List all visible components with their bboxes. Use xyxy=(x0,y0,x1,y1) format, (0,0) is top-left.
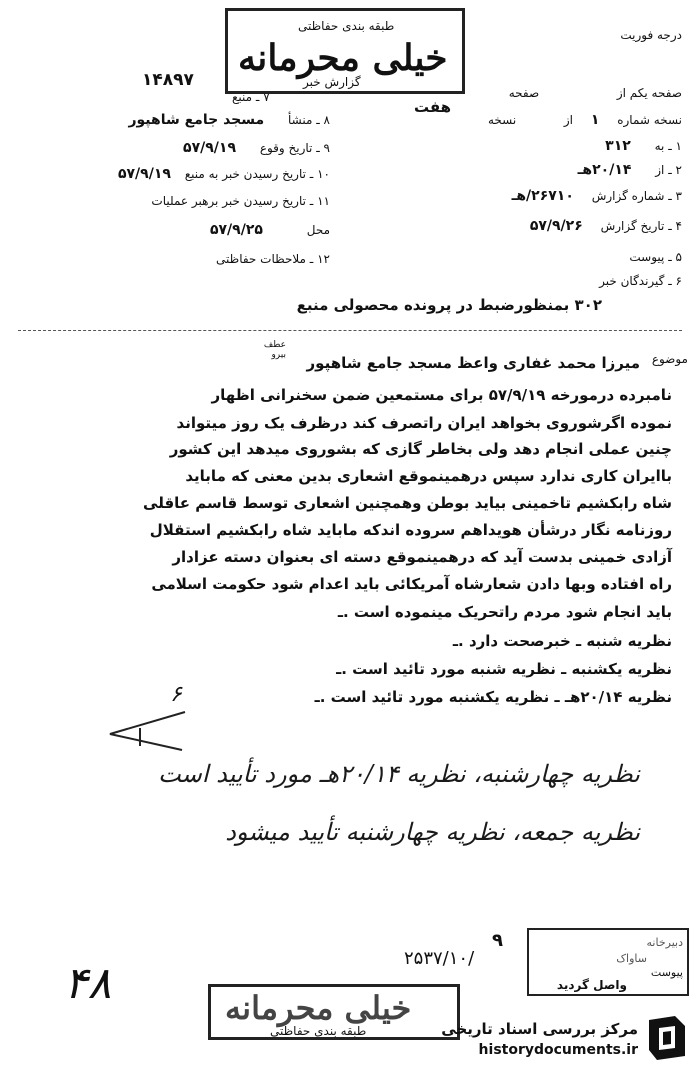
origin-field xyxy=(30,112,330,128)
archive-logo-icon xyxy=(645,1012,689,1062)
operations-received-field: ۱۱ ـ تاریخ رسیدن خبر برهبر عملیات xyxy=(151,194,330,208)
subject-side-note: عطف بیرو xyxy=(263,340,286,360)
watermark-title: مرکز بررسی اسناد تاریخی xyxy=(441,1020,638,1038)
from-label: ۲ ـ از xyxy=(655,163,682,177)
body-line-7: آزادی خمینی بدست آید که درهمینموقع دسته ای بعنوان دسته عزادار xyxy=(172,548,672,566)
security-notes-field: ۱۲ ـ ملاحظات حفاظتی xyxy=(216,252,330,266)
report-number-field xyxy=(512,188,682,204)
occurrence-date-field xyxy=(30,140,330,156)
body-line-5: شاه رابکشیم تاخمینی بیاید بوطن وهمچنین اشعاری توسط قاسم عاقلی xyxy=(143,494,672,512)
opinion-dated: نظریه ۲۰/۱۴هـ ـ نظریه یکشنبه مورد تائید است .ـ xyxy=(314,688,672,706)
report-date-label: ۴ ـ تاریخ گزارش xyxy=(600,219,682,233)
body-line-8: راه افتاده وبها دادن شعارشاه آمریکائی باید اعدام شود حکومت اسلامی xyxy=(151,575,672,593)
serial-number: ۱۴۸۹۷ xyxy=(142,70,194,90)
secretariat-line-1: دبیرخانه xyxy=(646,936,683,949)
report-date-field xyxy=(530,218,682,234)
body-line-6: روزنامه نگار درشأن هویداهم سروده اندکه ماباید شاه رابکشیم استقلال xyxy=(149,521,672,539)
report-number-value: ۲۶۷۱۰/هـ xyxy=(511,188,574,204)
origin-label: ۸ ـ منشأ xyxy=(287,113,330,127)
recipients-field: ۶ ـ گیرندگان خبر xyxy=(599,274,682,288)
watermark-url: historydocuments.ir xyxy=(478,1042,638,1058)
to-value: ۳۱۲ xyxy=(605,138,631,154)
distribution-line: ۳۰۲ بمنظورضبط در پرونده محصولی منبع xyxy=(296,296,602,314)
page-of-label: صفحه یکم از xyxy=(616,86,682,100)
handwritten-arrow-icon xyxy=(100,706,190,756)
source-field: ۷ ـ منبع xyxy=(232,90,270,104)
occurrence-date-label: ۹ ـ تاریخ وقوع xyxy=(259,141,330,155)
subject-label: موضوع xyxy=(651,352,688,366)
priority-label: درجه فوریت xyxy=(620,28,682,42)
secretariat-box xyxy=(527,928,689,996)
report-number-label: ۳ ـ شماره گزارش xyxy=(591,189,682,203)
to-field xyxy=(605,138,682,154)
source-received-field xyxy=(8,166,330,182)
subject-value: میرزا محمد غفاری واعظ مسجد جامع شاهپور xyxy=(306,354,640,372)
body-line-9: باید انجام شود مردم راتحریک مینموده است .ـ xyxy=(337,603,672,621)
secretariat-line-2: ساواک xyxy=(616,952,647,965)
from-field xyxy=(578,162,682,178)
body-line-1: نامبرده درمورخه ۵۷/۹/۱۹ برای مستمعین ضمن سخنرانی اظهار xyxy=(211,386,672,404)
stamp-text: خیلی محرمانه xyxy=(238,37,448,79)
location-field xyxy=(30,222,330,238)
source-received-label: ۱۰ ـ تاریخ رسیدن خبر به منبع xyxy=(184,167,330,181)
opinion-mark: ۶ xyxy=(170,682,182,707)
opinion-saturday: نظریه شنبه ـ خبرصحت دارد .ـ xyxy=(452,632,672,650)
secretariat-line-4: واصل گردید xyxy=(556,978,627,992)
location-value: ۵۷/۹/۲۵ xyxy=(209,222,263,238)
bottom-classification-label: طبقه بندی حفاظتی xyxy=(270,1024,367,1038)
source-received-value: ۵۷/۹/۱۹ xyxy=(117,166,171,182)
footer-box-number: ۹ xyxy=(492,930,503,951)
from-value: ۲۰/۱۴هـ xyxy=(577,162,632,178)
handwritten-note-2: نظریه جمعه، نظریه چهارشنبه تأیید میشود xyxy=(225,818,640,846)
origin-value: مسجد جامع شاهپور xyxy=(128,112,265,128)
body-line-2: نموده اگرشوروی بخواهد ایران راتصرف کند درظرف یک روز میتواند xyxy=(176,414,672,432)
report-label: گزارش خبر xyxy=(303,75,361,89)
copy-number-label: نسخه شماره xyxy=(617,113,682,127)
copy-number-suffix: نسخه xyxy=(487,113,517,127)
report-date-value: ۵۷/۹/۲۶ xyxy=(529,218,583,234)
page-of-suffix: صفحه xyxy=(508,86,540,100)
footer-date: ۲۵۳۷/۱۰/ xyxy=(404,948,475,969)
secretariat-line-3: پیوست xyxy=(650,966,683,979)
copy-number-mid: از xyxy=(563,113,574,127)
handwritten-page-number: ۴۸ xyxy=(64,958,112,1009)
attachment-field: ۵ ـ پیوست xyxy=(629,250,682,264)
opinion-sunday: نظریه یکشنبه ـ نظریه شنبه مورد تائید است .ـ xyxy=(336,660,672,678)
header-divider xyxy=(18,330,682,331)
copy-number-value: ۱ xyxy=(590,112,600,128)
body-line-3: چنین عملی انجام دهد ولی بخاطر گازی که بشوروی میدهد این کشور xyxy=(169,440,672,458)
occurrence-date-value: ۵۷/۹/۱۹ xyxy=(183,140,236,156)
copy-count-word: هفت xyxy=(414,98,452,116)
copy-number-field xyxy=(488,112,682,128)
to-label: ۱ ـ به xyxy=(654,139,682,153)
top-classification-stamp xyxy=(225,8,465,94)
page-of-field xyxy=(509,86,682,100)
classification-label: طبقه بندی حفاظتی xyxy=(298,19,395,33)
bottom-stamp-text: خیلی محرمانه xyxy=(225,989,412,1027)
location-label: محل xyxy=(306,223,330,237)
handwritten-note-1: نظریه چهارشنبه، نظریه ۲۰/۱۴هـ مورد تأیید است xyxy=(158,760,640,788)
body-line-4: باایران کاری ندارد سپس درهمینموقع اشعاری بدین معنی که ماباید xyxy=(185,467,672,485)
